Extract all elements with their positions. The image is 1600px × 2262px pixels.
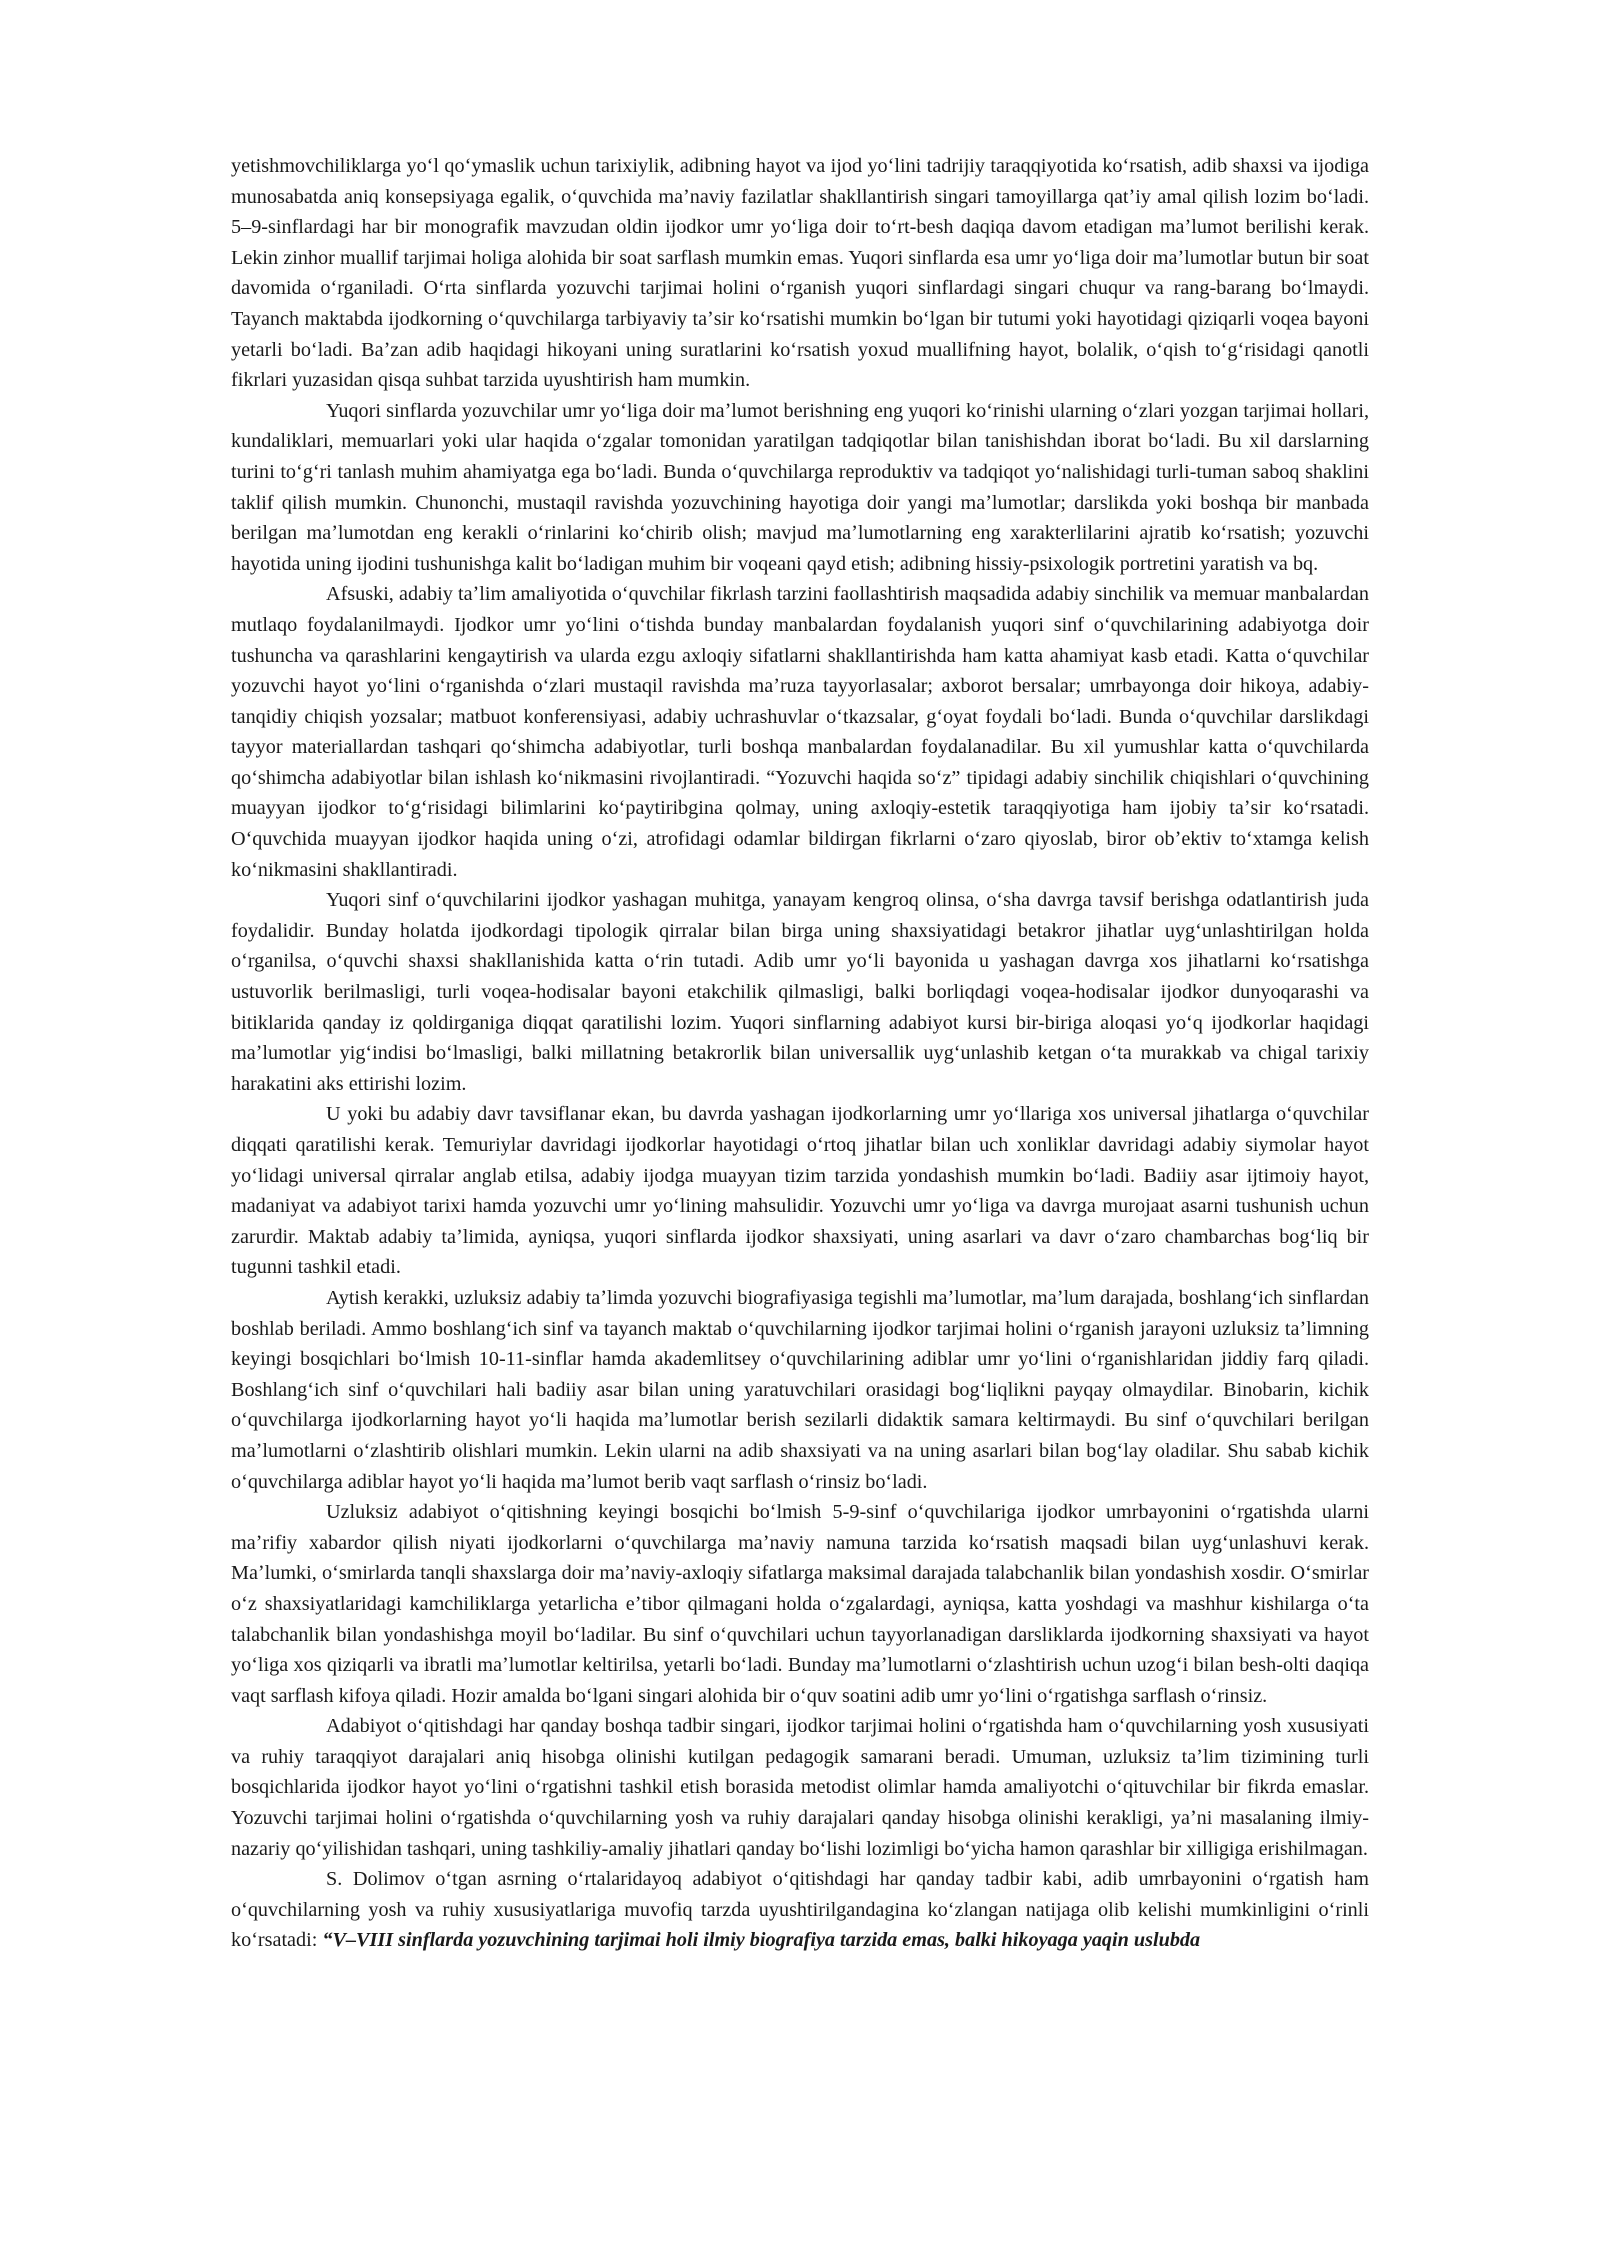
paragraph-1: yetishmovchiliklarga yoʻl qoʻymaslik uchun tarixiylik, adibning hayot va ijod yoʻlini tadrijiy taraqqiyotida koʻrsatish, adib shaxsi va ijodiga munosabatda aniq konsepsiyaga egalik, oʻquvchida maʼnaviy fazilatlar shakllantirish singari tamoyillarga qatʼiy amal qilish lozim boʻladi. 5–9-sinflardagi har bir monografik mavzudan oldin ijodkor umr yoʻliga doir toʻrt-besh daqiqa davom etadigan maʼlumot berilishi kerak. Lekin zinhor muallif tarjimai holiga alohida bir soat sarflash mumkin emas. Yuqori sinflarda esa umr yoʻliga doir maʼlumotlar butun bir soat davomida oʻrganiladi. Oʻrta sinflarda yozuvchi tarjimai holini oʻrganish yuqori sinflardagi singari chuqur va rang-barang boʻlmaydi. Tayanch maktabda ijodkorning oʻquvchilarga tarbiyaviy taʼsir koʻrsatishi mumkin boʻlgan bir tutumi yoki hayotidagi qiziqarli voqea bayoni yetarli boʻladi. Baʼzan adib haqidagi hikoyani uning suratlarini koʻrsatish yoxud muallifning hayot, bolalik, oʻqish toʻgʻrisidagi qanotli fikrlari yuzasidan qisqa suhbat tarzida uyushtirish ham mumkin. [231, 155, 1369, 392]
paragraph-5: U yoki bu adabiy davr tavsiflanar ekan, bu davrda yashagan ijodkorlarning umr yoʻllariga xos universal jihatlarga oʻquvchilar diqqati qaratilishi kerak. Temuriylar davridagi ijodkorlar hayotidagi oʻrtoq jihatlar bilan uch xonliklar davridagi adabiy siymolar hayot yoʻlidagi universal qirralar anglab etilsa, adabiy ijodga muayyan tizim tarzida yondashish mumkin boʻladi. Badiiy asar ijtimoiy hayot, madaniyat va adabiyot tarixi hamda yozuvchi umr yoʻlining mahsulidir. Yozuvchi umr yoʻliga va davrga murojaat asarni tushunish uchun zarurdir. Maktab adabiy taʼlimida, ayniqsa, yuqori sinflarda ijodkor shaxsiyati, uning asarlari va davr oʻzaro chambarchas bogʻliq bir tugunni tashkil etadi. [231, 1103, 1369, 1279]
paragraph-4: Yuqori sinf oʻquvchilarini ijodkor yashagan muhitga, yanayam kengroq olinsa, oʻsha davrga tavsif berishga odatlantirish juda foydalidir. Bunday holatda ijodkordagi tipologik qirralar bilan birga uning shaxsiyatidagi betakror jihatlar uygʻunlashtirilgan holda oʻrganilsa, oʻquvchi shaxsi shakllanishida katta oʻrin tutadi. Adib umr yoʻli bayonida u yashagan davrga xos jihatlarni koʻrsatishga ustuvorlik berilmasligi, turli voqea-hodisalar bayoni etakchilik qilmasligi, balki borliqdagi voqea-hodisalar ijodkor dunyoqarashi va bitiklarida qanday iz qoldirganiga diqqat qaratilishi lozim. Yuqori sinflarning adabiyot kursi bir-biriga aloqasi yoʻq ijodkorlar haqidagi maʼlumotlar yigʻindisi boʻlmasligi, balki millatning betakrorlik bilan universallik uygʻunlashib ketgan oʻta murakkab va chigal tarixiy harakatini aks ettirishi lozim. [231, 889, 1369, 1095]
paragraph-6: Aytish kerakki, uzluksiz adabiy taʼlimda yozuvchi biografiyasiga tegishli maʼlumotlar, maʼlum darajada, boshlangʻich sinflardan boshlab beriladi. Ammo boshlangʻich sinf va tayanch maktab oʻquvchilarning ijodkor tarjimai holini oʻrganish jarayoni uzluksiz taʼlimning keyingi bosqichlari boʻlmish 10-11-sinflar hamda akademlitsey oʻquvchilarining adiblar umr yoʻlini oʻrganishlaridan jiddiy farq qiladi. Boshlangʻich sinf oʻquvchilari hali badiiy asar bilan uning yaratuvchilari orasidagi bogʻliqlikni payqay olmaydilar. Binobarin, kichik oʻquvchilarga ijodkorlarning hayot yoʻli haqida maʼlumotlar berish sezilarli didaktik samara keltirmaydi. Bu sinf oʻquvchilari berilgan maʼlumotlarni oʻzlashtirib olishlari mumkin. Lekin ularni na adib shaxsiyati va na uning asarlari bilan bogʻlay oladilar. Shu sabab kichik oʻquvchilarga adiblar hayot yoʻli haqida maʼlumot berib vaqt sarflash oʻrinsiz boʻladi. [231, 1286, 1369, 1493]
paragraph-3: Afsuski, adabiy taʼlim amaliyotida oʻquvchilar fikrlash tarzini faollashtirish maqsadida adabiy sinchilik va memuar manbalardan mutlaqo foydalanilmaydi. Ijodkor umr yoʻlini oʻtishda bunday manbalardan foydalanish yuqori sinf oʻquvchilarining adabiyotga doir tushuncha va qarashlarini kengaytirish va ularda ezgu axloqiy sifatlarni shakllantirishda ham katta ahamiyat kasb etadi. Katta oʻquvchilar yozuvchi hayot yoʻlini oʻrganishda oʻzlari mustaqil ravishda maʼruza tayyorlasalar; axborot bersalar; umrbayonga doir hikoya, adabiy-tanqidiy chiqish yozsalar; matbuot konferensiyasi, adabiy uchrashuvlar oʻtkazsalar, gʻoyat foydali boʻladi. Bunda oʻquvchilar darslikdagi tayyor materiallardan tashqari qoʻshimcha adabiyotlar, turli boshqa manbalardan foydalanadilar. Bu xil yumushlar katta oʻquvchilarda qoʻshimcha adabiyotlar bilan ishlash koʻnikmasini rivojlantiradi. “Yozuvchi haqida soʻz” tipidagi adabiy sinchilik chiqishlari oʻquvchining muayyan ijodkor toʻgʻrisidagi bilimlarini koʻpaytiribgina qolmay, uning axloqiy-estetik taraqqiyotiga ham ijobiy taʼsir koʻrsatadi. Oʻquvchida muayyan ijodkor haqida uning oʻzi, atrofidagi odamlar bildirgan fikrlarni oʻzaro qiyoslab, biror obʼektiv toʻxtamga kelish koʻnikmasini shakllantiradi. [231, 583, 1369, 881]
paragraph-9 [231, 1864, 1369, 1956]
paragraph-2: Yuqori sinflarda yozuvchilar umr yoʻliga doir maʼlumot berishning eng yuqori koʻrinishi ularning oʻzlari yozgan tarjimai hollari, kundaliklari, memuarlari yoki ular haqida oʻzgalar tomonidan yaratilgan tadqiqotlar bilan tanishishdan iborat boʻladi. Bu xil darslarning turini toʻgʻri tanlash muhim ahamiyatga ega boʻladi. Bunda oʻquvchilarga reproduktiv va tadqiqot yoʻnalishidagi turli-tuman saboq shaklini taklif qilish mumkin. Chunonchi, mustaqil ravishda yozuvchining hayotiga doir yangi maʼlumotlar; darslikda yoki boshqa bir manbada berilgan maʼlumotdan eng kerakli oʻrinlarini koʻchirib olish; mavjud maʼlumotlarning eng xarakterlilarini ajratib koʻrsatish; yozuvchi hayotida uning ijodini tushunishga kalit boʻladigan muhim bir voqeani qayd etish; adibning hissiy-psixologik portretini yaratish va bq. [231, 399, 1369, 575]
document-page [231, 151, 1369, 1956]
paragraph-9-text: S. Dolimov oʻtgan asrning oʻrtalaridayoq adabiyot oʻqitishdagi har qanday tadbir kabi, adib umrbayonini oʻrgatish ham oʻquvchilarning yosh va ruhiy xususiyatlariga muvofiq tarzda uyushtirilgandagina koʻzlangan natijaga olib kelishi mumkinligini oʻrinli koʻrsatadi: [231, 1868, 1369, 1952]
quotation-emphasis: “V–VIII sinflarda yozuvchining tarjimai holi ilmiy biografiya tarzida emas, balki hikoyaga yaqin uslubda [322, 1929, 1201, 1952]
paragraph-8: Adabiyot oʻqitishdagi har qanday boshqa tadbir singari, ijodkor tarjimai holini oʻrgatishda ham oʻquvchilarning yosh xususiyati va ruhiy taraqqiyot darajalari aniq hisobga olinishi kutilgan pedagogik samarani beradi. Umuman, uzluksiz taʼlim tizimining turli bosqichlarida ijodkor hayot yoʻlini oʻrgatishni tashkil etish borasida metodist olimlar hamda amaliyotchi oʻqituvchilar bir fikrda emaslar. Yozuvchi tarjimai holini oʻrgatishda oʻquvchilarning yosh va ruhiy darajalari qanday hisobga olinishi kerakligi, yaʼni masalaning ilmiy-nazariy qoʻyilishidan tashqari, uning tashkiliy-amaliy jihatlari qanday boʻlishi lozimligi boʻyicha hamon qarashlar bir xilligiga erishilmagan. [231, 1715, 1369, 1860]
paragraph-7: Uzluksiz adabiyot oʻqitishning keyingi bosqichi boʻlmish 5-9-sinf oʻquvchilariga ijodkor umrbayonini oʻrgatishda ularni maʼrifiy xabardor qilish niyati ijodkorlarni oʻquvchilarga maʼnaviy namuna tarzida koʻrsatish maqsadi bilan uygʻunlashuvi kerak. Maʼlumki, oʻsmirlarda tanqli shaxslarga doir maʼnaviy-axloqiy sifatlarga maksimal darajada talabchanlik bilan yondashish xosdir. Oʻsmirlar oʻz shaxsiyatlaridagi kamchiliklarga yetarlicha eʼtibor qilmagani holda oʻzgalardagi, ayniqsa, katta yoshdagi va mashhur kishilarga oʻta talabchanlik bilan yondashishga moyil boʻladilar. Bu sinf oʻquvchilari uchun tayyorlanadigan darsliklarda ijodkorning shaxsiyati va hayot yoʻliga xos qiziqarli va ibratli maʼlumotlar keltirilsa, yetarli boʻladi. Bunday maʼlumotlarni oʻzlashtirish uchun uzogʻi bilan besh-olti daqiqa vaqt sarflash kifoya qiladi. Hozir amalda boʻlgani singari alohida bir oʻquv soatini adib umr yoʻlini oʻrgatishga sarflash oʻrinsiz. [231, 1501, 1369, 1707]
